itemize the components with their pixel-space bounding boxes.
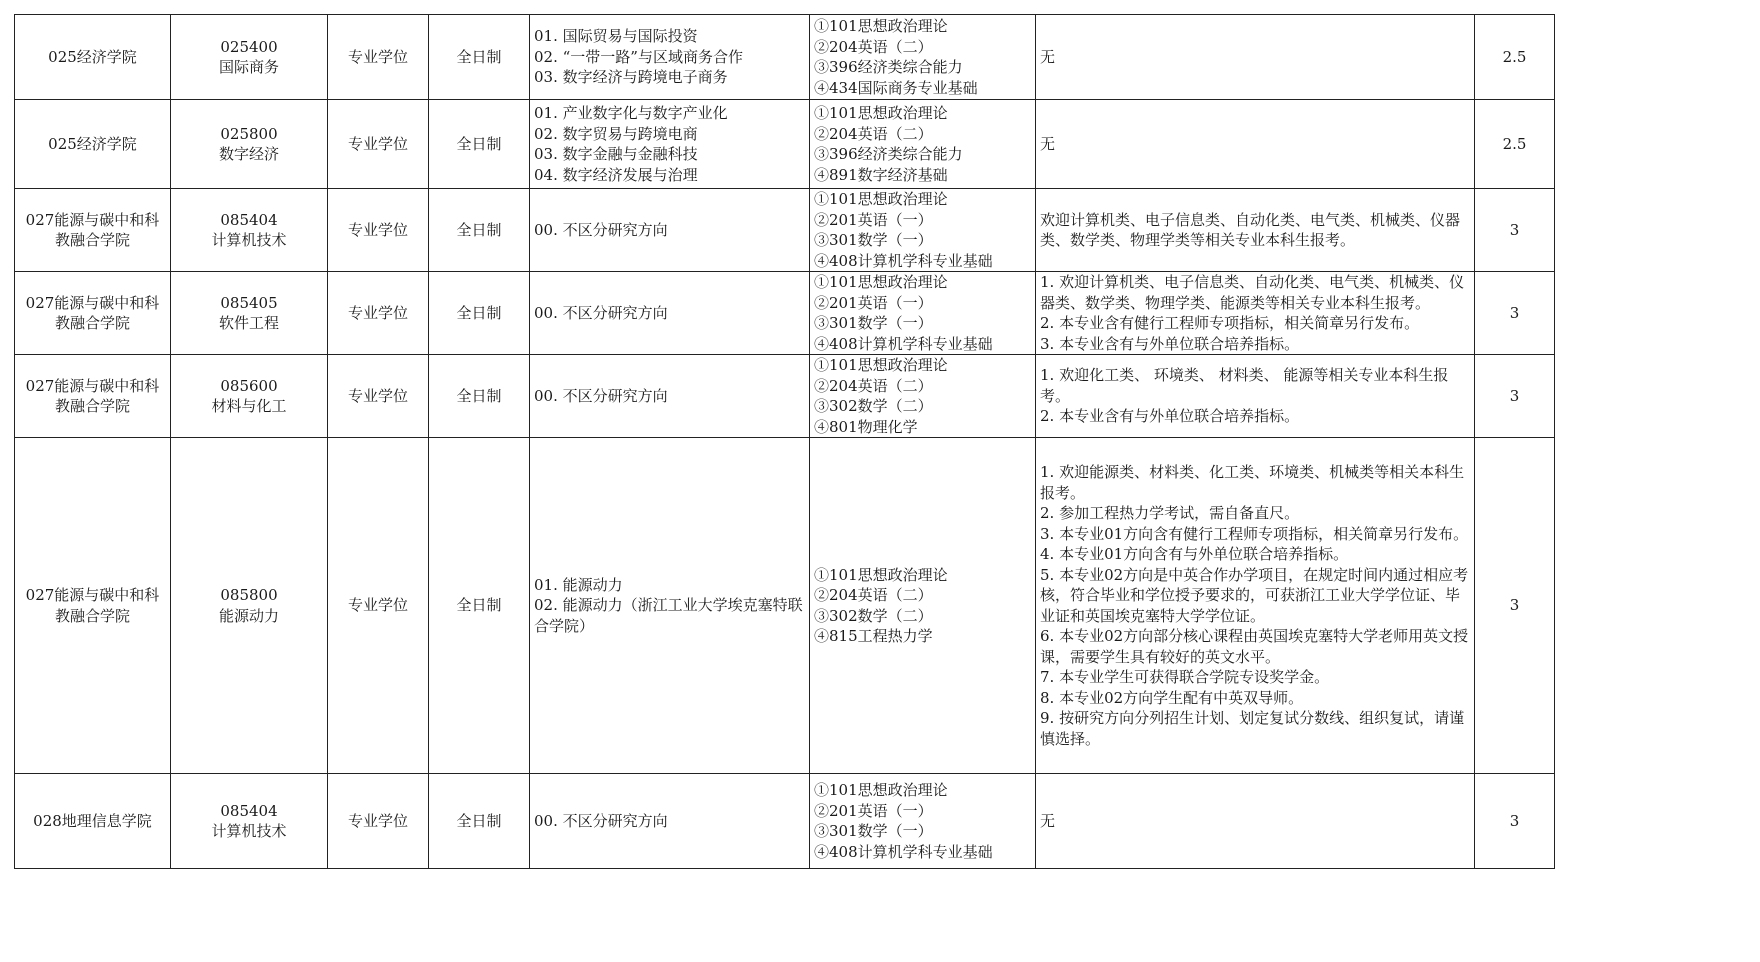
note-item: 3. 本专业含有与外单位联合培养指标。 <box>1040 334 1300 353</box>
notes-cell <box>1036 15 1475 100</box>
major-cell <box>171 189 328 272</box>
exam-subject: ②201英语（一） <box>814 801 933 820</box>
directions-cell <box>530 189 810 272</box>
college-name: 028地理信息学院 <box>33 811 152 830</box>
study-mode-cell <box>429 774 530 869</box>
study-mode: 全日制 <box>456 386 502 405</box>
major-name: 软件工程 <box>218 314 279 332</box>
direction-item: 02. 能源动力（浙江工业大学埃克塞特联合学院） <box>534 596 803 635</box>
exams-cell <box>810 15 1036 100</box>
college-cell <box>15 438 171 774</box>
duration-cell <box>1475 272 1555 355</box>
exam-subject: ①101思想政治理论 <box>814 781 948 799</box>
exam-subject: ②204英语（二） <box>814 376 933 395</box>
study-duration: 2.5 <box>1502 47 1527 66</box>
study-duration: 3 <box>1509 303 1520 322</box>
major-cell <box>171 774 328 869</box>
exams-cell <box>810 272 1036 355</box>
college-cell <box>15 355 171 438</box>
study-duration: 3 <box>1509 386 1520 405</box>
exam-subject: ③301数学（一） <box>814 822 933 840</box>
table-row <box>15 15 1555 100</box>
note-item: 3. 本专业01方向含有健行工程师专项指标，相关简章另行发布。 <box>1040 524 1469 543</box>
table-row <box>15 100 1555 189</box>
degree-type: 专业学位 <box>347 811 408 830</box>
directions-cell <box>530 272 810 355</box>
college-name: 027能源与碳中和科教融合学院 <box>25 293 160 332</box>
degree-type-cell <box>328 272 429 355</box>
exam-subject: ③301数学（一） <box>814 314 933 332</box>
note-item: 5. 本专业02方向是中英合作办学项目，在规定时间内通过相应考核，符合毕业和学位授予要求的，可获浙江工业大学学位证、毕业证和英国埃克塞特大学学位证。 <box>1040 565 1469 625</box>
study-mode: 全日制 <box>456 811 502 830</box>
study-mode: 全日制 <box>456 134 502 153</box>
note-item: 无 <box>1040 811 1056 830</box>
study-mode: 全日制 <box>456 303 502 322</box>
college-name: 025经济学院 <box>48 47 137 66</box>
exam-subject: ③396经济类综合能力 <box>814 58 963 76</box>
note-item: 欢迎计算机类、电子信息类、自动化类、电气类、机械类、仪器类、数学类、物理学类等相关专业本科生报考。 <box>1040 210 1461 249</box>
directions-cell <box>530 15 810 100</box>
major-name: 计算机技术 <box>211 231 287 249</box>
notes-cell <box>1036 774 1475 869</box>
degree-type: 专业学位 <box>347 596 408 615</box>
college-name: 025经济学院 <box>48 134 137 153</box>
major-code: 025800 <box>220 124 278 143</box>
notes-cell <box>1036 100 1475 189</box>
college-name: 027能源与碳中和科教融合学院 <box>25 586 160 625</box>
study-duration: 2.5 <box>1502 134 1527 153</box>
exam-subject: ②204英语（二） <box>814 586 933 604</box>
major-code: 085405 <box>220 293 278 312</box>
study-mode-cell <box>429 355 530 438</box>
major-code: 025400 <box>220 37 278 56</box>
major-code: 085600 <box>220 376 278 395</box>
study-mode-cell <box>429 100 530 189</box>
notes-cell <box>1036 189 1475 272</box>
major-name: 数字经济 <box>218 145 279 163</box>
major-code: 085800 <box>220 586 278 604</box>
college-cell <box>15 100 171 189</box>
note-item: 2. 参加工程热力学考试，需自备直尺。 <box>1040 504 1300 522</box>
duration-cell <box>1475 774 1555 869</box>
exam-subject: ③301数学（一） <box>814 231 933 249</box>
major-cell <box>171 272 328 355</box>
college-name: 027能源与碳中和科教融合学院 <box>25 210 160 249</box>
duration-cell <box>1475 438 1555 774</box>
study-mode: 全日制 <box>456 47 502 66</box>
note-item: 2. 本专业含有健行工程师专项指标，相关简章另行发布。 <box>1040 314 1420 332</box>
notes-cell <box>1036 272 1475 355</box>
study-mode: 全日制 <box>456 596 502 615</box>
direction-item: 00. 不区分研究方向 <box>534 220 668 239</box>
table-row <box>15 438 1555 774</box>
college-name: 027能源与碳中和科教融合学院 <box>25 376 160 415</box>
study-duration: 3 <box>1509 811 1520 830</box>
exam-subject: ①101思想政治理论 <box>814 565 948 584</box>
notes-cell <box>1036 438 1475 774</box>
exam-subject: ④408计算机学科专业基础 <box>814 842 993 861</box>
exam-subject: ②201英语（一） <box>814 210 933 229</box>
note-item: 1. 欢迎计算机类、电子信息类、自动化类、电气类、机械类、仪器类、数学类、物理学类、能源类等相关专业本科生报考。 <box>1040 273 1465 312</box>
notes-cell <box>1036 355 1475 438</box>
table-row <box>15 189 1555 272</box>
exam-subject: ①101思想政治理论 <box>814 356 948 374</box>
degree-type-cell <box>328 189 429 272</box>
exam-subject: ④891数字经济基础 <box>814 165 948 184</box>
degree-type: 专业学位 <box>347 386 408 405</box>
direction-item: 01. 产业数字化与数字产业化 <box>534 104 728 122</box>
admissions-table <box>14 14 1555 869</box>
table-row <box>15 355 1555 438</box>
exams-cell <box>810 774 1036 869</box>
direction-item: 01. 国际贸易与国际投资 <box>534 27 698 46</box>
directions-cell <box>530 355 810 438</box>
exam-subject: ③302数学（二） <box>814 606 933 625</box>
degree-type-cell <box>328 355 429 438</box>
note-item: 1. 欢迎能源类、材料类、化工类、环境类、机械类等相关本科生报考。 <box>1040 463 1465 502</box>
direction-item: 02. “一带一路”与区域商务合作 <box>534 47 743 66</box>
major-name: 计算机技术 <box>211 822 287 840</box>
degree-type: 专业学位 <box>347 303 408 322</box>
exam-subject: ①101思想政治理论 <box>814 104 948 122</box>
note-item: 1. 欢迎化工类、 环境类、 材料类、 能源等相关专业本科生报考。 <box>1040 366 1449 405</box>
note-item: 9. 按研究方向分列招生计划、划定复试分数线、组织复试，请谨慎选择。 <box>1040 709 1465 748</box>
direction-item: 03. 数字经济与跨境电子商务 <box>534 68 728 87</box>
duration-cell <box>1475 15 1555 100</box>
note-item: 8. 本专业02方向学生配有中英双导师。 <box>1040 688 1304 707</box>
major-cell <box>171 355 328 438</box>
study-duration: 3 <box>1509 220 1520 239</box>
exam-subject: ①101思想政治理论 <box>814 273 948 291</box>
degree-type-cell <box>328 438 429 774</box>
college-cell <box>15 774 171 869</box>
exam-subject: ④408计算机学科专业基础 <box>814 334 993 353</box>
table-row <box>15 272 1555 355</box>
note-item: 2. 本专业含有与外单位联合培养指标。 <box>1040 407 1300 426</box>
duration-cell <box>1475 100 1555 189</box>
direction-item: 02. 数字贸易与跨境电商 <box>534 124 698 143</box>
note-item: 6. 本专业02方向部分核心课程由英国埃克塞特大学老师用英文授课，需要学生具有较好的英文水平。 <box>1040 627 1469 666</box>
degree-type: 专业学位 <box>347 220 408 239</box>
college-cell <box>15 189 171 272</box>
major-cell <box>171 438 328 774</box>
exam-subject: ④408计算机学科专业基础 <box>814 251 993 270</box>
major-name: 材料与化工 <box>211 397 287 415</box>
directions-cell <box>530 100 810 189</box>
major-code: 085404 <box>220 210 278 229</box>
note-item: 无 <box>1040 134 1056 153</box>
college-cell <box>15 272 171 355</box>
exam-subject: ④801物理化学 <box>814 417 918 436</box>
major-name: 能源动力 <box>218 606 279 625</box>
exam-subject: ③396经济类综合能力 <box>814 145 963 163</box>
major-name: 国际商务 <box>218 58 279 76</box>
direction-item: 01. 能源动力 <box>534 575 623 594</box>
exam-subject: ④434国际商务专业基础 <box>814 78 978 97</box>
direction-item: 03. 数字金融与金融科技 <box>534 145 698 163</box>
degree-type: 专业学位 <box>347 47 408 66</box>
duration-cell <box>1475 355 1555 438</box>
exam-subject: ②201英语（一） <box>814 293 933 312</box>
exam-subject: ①101思想政治理论 <box>814 17 948 35</box>
table-row <box>15 774 1555 869</box>
exam-subject: ③302数学（二） <box>814 397 933 415</box>
study-mode-cell <box>429 438 530 774</box>
study-mode-cell <box>429 272 530 355</box>
exam-subject: ②204英语（二） <box>814 37 933 56</box>
exams-cell <box>810 100 1036 189</box>
exam-subject: ②204英语（二） <box>814 124 933 143</box>
study-mode: 全日制 <box>456 220 502 239</box>
direction-item: 00. 不区分研究方向 <box>534 303 668 322</box>
direction-item: 00. 不区分研究方向 <box>534 811 668 830</box>
college-cell <box>15 15 171 100</box>
exams-cell <box>810 438 1036 774</box>
degree-type-cell <box>328 100 429 189</box>
major-code: 085404 <box>220 801 278 820</box>
study-mode-cell <box>429 15 530 100</box>
direction-item: 04. 数字经济发展与治理 <box>534 165 698 184</box>
directions-cell <box>530 774 810 869</box>
major-cell <box>171 100 328 189</box>
study-mode-cell <box>429 189 530 272</box>
note-item: 4. 本专业01方向含有与外单位联合培养指标。 <box>1040 545 1349 563</box>
degree-type: 专业学位 <box>347 134 408 153</box>
study-duration: 3 <box>1509 596 1520 615</box>
exams-cell <box>810 189 1036 272</box>
duration-cell <box>1475 189 1555 272</box>
major-cell <box>171 15 328 100</box>
note-item: 无 <box>1040 47 1056 66</box>
direction-item: 00. 不区分研究方向 <box>534 386 668 405</box>
exam-subject: ④815工程热力学 <box>814 627 933 645</box>
note-item: 7. 本专业学生可获得联合学院专设奖学金。 <box>1040 668 1330 686</box>
degree-type-cell <box>328 15 429 100</box>
directions-cell <box>530 438 810 774</box>
degree-type-cell <box>328 774 429 869</box>
exams-cell <box>810 355 1036 438</box>
exam-subject: ①101思想政治理论 <box>814 190 948 208</box>
